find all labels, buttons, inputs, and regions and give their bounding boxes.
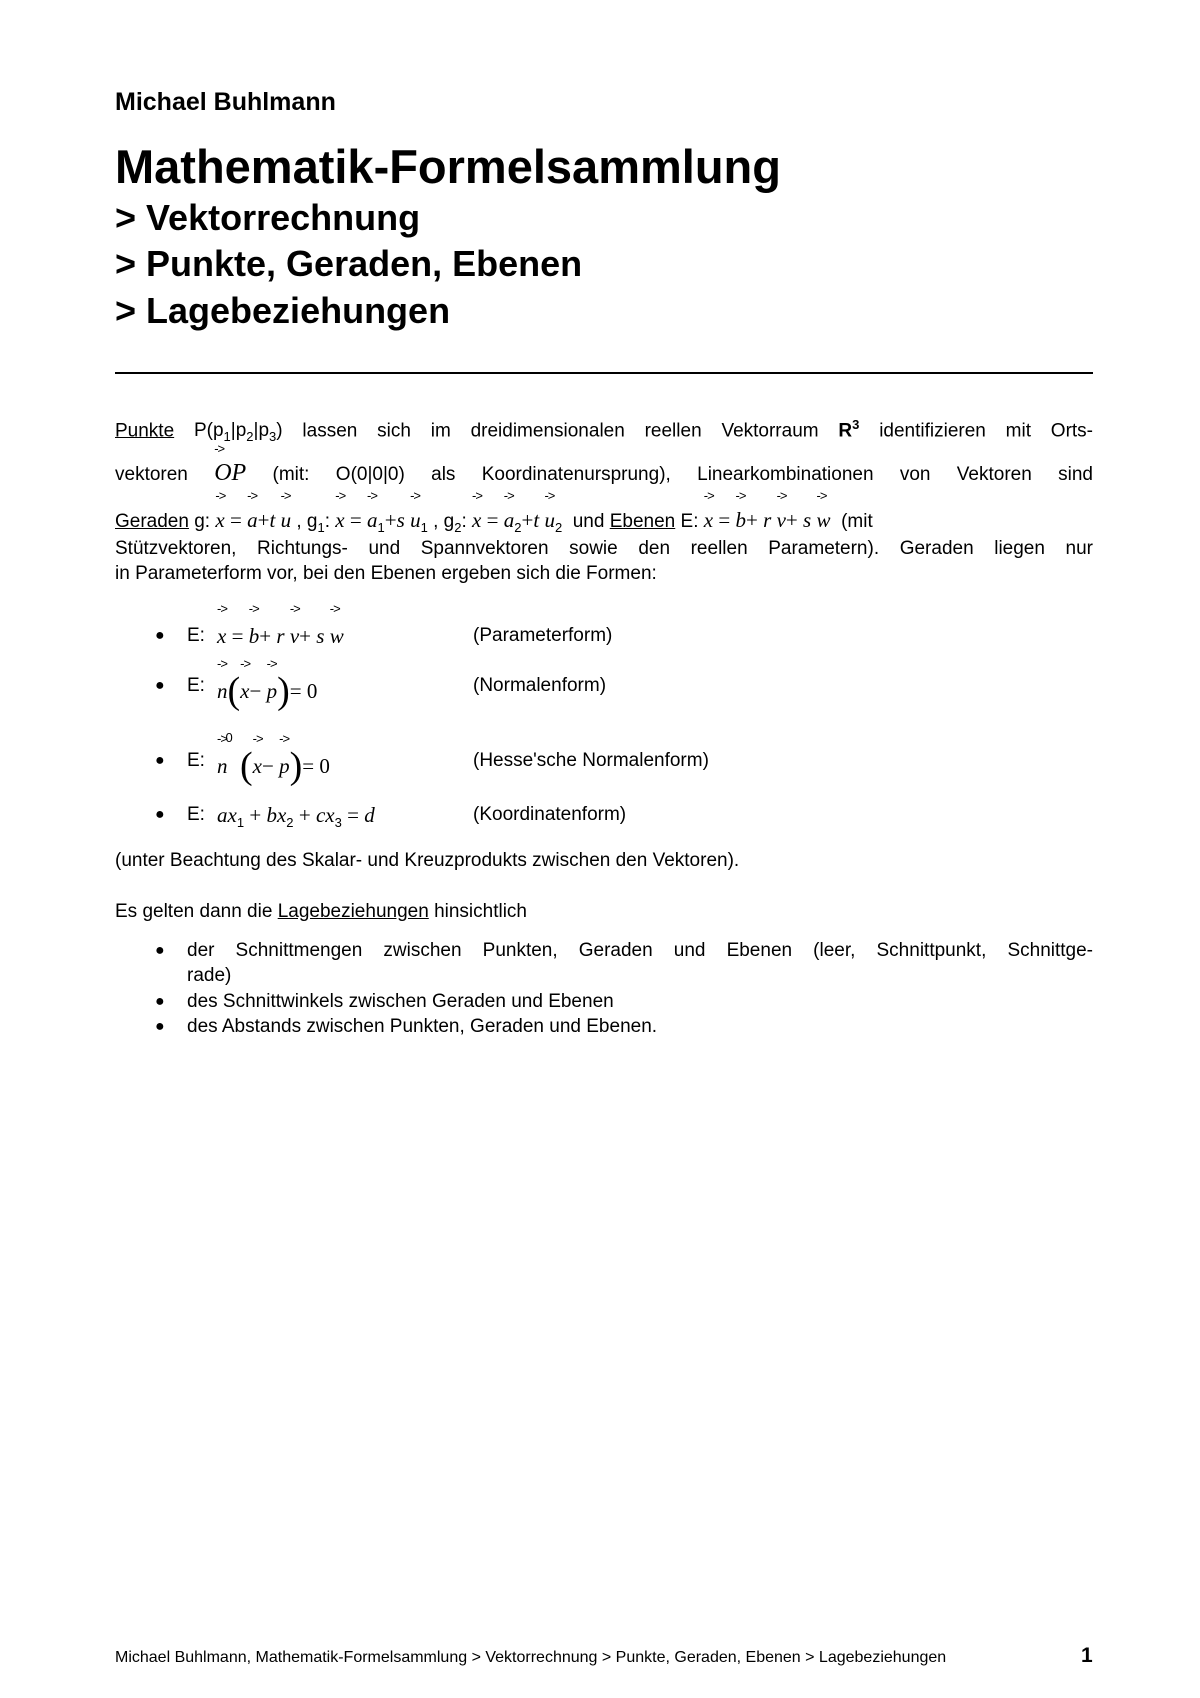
formula-hesse-normalenform: -> $n^0$ (-> x− -> p)= 0 — [217, 746, 330, 783]
form-label: E: — [187, 625, 205, 646]
form-label: E: — [187, 675, 205, 696]
page-number: 1 — [1081, 1644, 1093, 1667]
mit-text: (mit — [841, 511, 873, 532]
form-label: E: — [187, 804, 205, 825]
intro-text-2: (mit: O(0|0|0) als Koordinatenursprung), Linearkombinationen von Vektoren sind — [272, 464, 1093, 485]
vector-op: -> OP — [214, 461, 246, 486]
list-item-text: der Schnittmengen zwischen Punkten, Geraden und Ebenen (leer, Schnittpunkt, Schnittge- rade) — [187, 940, 1093, 986]
bullet-icon: ● — [155, 677, 165, 694]
form-name: (Koordinatenform) — [473, 804, 627, 825]
relations-intro — [115, 899, 1093, 924]
page-footer: Michael Buhlmann, Mathematik-Formelsammlung > Vektorrechnung > Punkte, Geraden, Ebenen > Lagebeziehungen — [115, 1649, 947, 1666]
form-normal — [115, 670, 1115, 712]
list-item-text: des Schnittwinkels zwischen Geraden und Ebenen — [187, 991, 614, 1012]
form-hesse — [115, 729, 1115, 787]
bullet-icon: ● — [155, 1018, 165, 1035]
g-label: g: — [194, 511, 211, 532]
bullet-icon: ● — [155, 806, 165, 823]
bullet-icon: ● — [155, 627, 165, 644]
subtitle-punkte-geraden-ebenen: > Punkte, Geraden, Ebenen — [115, 243, 583, 284]
intro-text-2-start: vektoren — [115, 464, 188, 485]
author-heading: Michael Buhlmann — [115, 88, 336, 116]
note-text: (unter Beachtung des Skalar- und Kreuzprodukts zwischen den Vektoren). — [115, 850, 740, 871]
intro-line-4: Stützvektoren, Richtungs- und Spannvektoren sowie den reellen Parametern). Geraden liegen nur — [115, 538, 1093, 559]
intro-line-1: Punkte $P(p_1|p_2|p_3)$ lassen sich im dreidimensionalen reellen Vektorraum $R^3$ identifizieren mit Orts- — [115, 417, 1094, 445]
relations-intro-pre: Es gelten dann die — [115, 901, 273, 922]
g2-label: , g — [433, 511, 455, 532]
bullet-icon: ● — [155, 942, 165, 959]
page-title: Mathematik-Formelsammlung — [115, 140, 781, 193]
formula-koordinatenform: $ax_1 + bx_2 + cx_3 = d$ — [217, 803, 375, 830]
point-notation: $P(p_1|p_2|p_3)$ — [193, 420, 283, 445]
intro-text-1-end: identifizieren mit Orts- — [879, 420, 1094, 442]
form-koordinaten — [115, 800, 1115, 830]
relations-intro-post: hinsichtlich — [434, 901, 527, 922]
form-parameter — [115, 621, 1115, 651]
intro-line-3: Geraden g: -> x = -> a+t -> u , $g_1$: -> x = -> $a_1+s -> u_1$ , $g_2$: -> x = -> $a_2+t -> u_2$ und Ebenen E: -> x = -> b+ r -> v+ s -> w (mit — [115, 508, 1093, 540]
header-divider — [115, 372, 1093, 374]
form-name: (Normalenform) — [473, 675, 607, 696]
form-label: E: — [187, 750, 205, 771]
g1-label: , g — [296, 511, 318, 532]
subtitle-vektorrechnung: > Vektorrechnung — [115, 197, 421, 238]
form-name: (Hesse'sche Normalenform) — [473, 750, 709, 771]
formula-normalenform: -> n(-> x− -> p)= 0 — [217, 671, 317, 708]
intro-line-2 — [115, 461, 1093, 487]
link-punkte[interactable]: Punkte — [115, 420, 175, 442]
intro-line-5: in Parameterform vor, bei den Ebenen ergeben sich die Formen: — [115, 563, 657, 584]
link-lagebeziehungen[interactable]: Lagebeziehungen — [277, 901, 429, 922]
bullet-icon: ● — [155, 752, 165, 769]
link-ebenen[interactable]: Ebenen — [609, 511, 676, 532]
formula-parameterform: -> x = -> b+ r -> v+ s -> w — [217, 621, 344, 653]
und-text: und — [572, 511, 605, 532]
intro-text-1: lassen sich im dreidimensionalen reellen Vektorraum — [302, 420, 819, 442]
form-name: (Parameterform) — [473, 625, 613, 646]
vector-space-symbol: R — [838, 420, 853, 442]
subtitle-lagebeziehungen: > Lagebeziehungen — [115, 290, 451, 331]
bullet-icon: ● — [155, 993, 165, 1010]
link-geraden[interactable]: Geraden — [115, 511, 189, 532]
list-item-text: des Abstands zwischen Punkten, Geraden und Ebenen. — [187, 1016, 658, 1037]
e-label: E: — [680, 511, 699, 532]
